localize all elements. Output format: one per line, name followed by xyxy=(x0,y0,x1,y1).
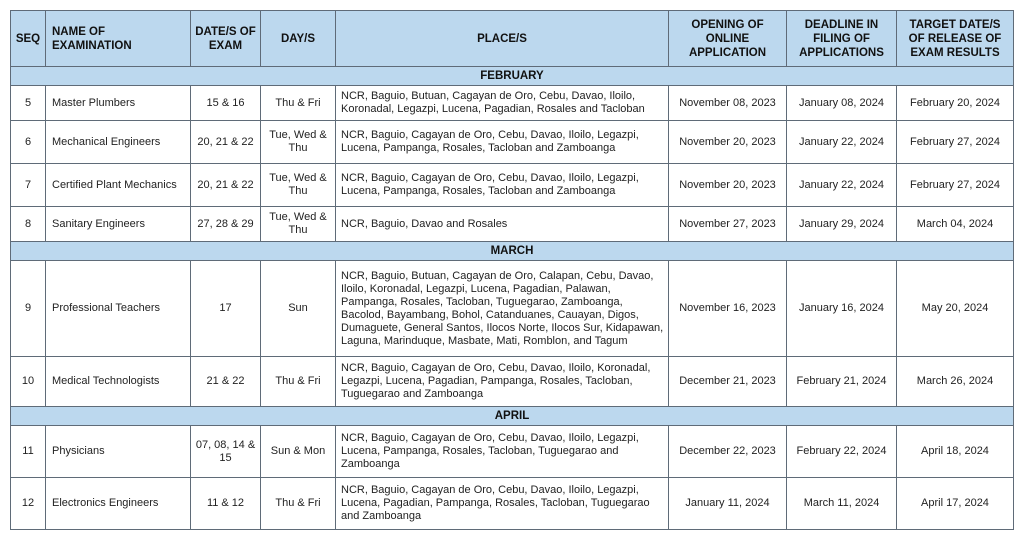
cell-deadline-date: March 11, 2024 xyxy=(787,478,897,530)
cell-release-date: May 20, 2024 xyxy=(897,261,1014,357)
header-places: PLACE/S xyxy=(336,11,669,67)
cell-exam-dates: 21 & 22 xyxy=(191,357,261,407)
cell-opening-date: November 16, 2023 xyxy=(669,261,787,357)
table-row xyxy=(11,261,1014,357)
cell-opening-date: November 20, 2023 xyxy=(669,121,787,164)
cell-exam-dates: 17 xyxy=(191,261,261,357)
cell-deadline-date: January 16, 2024 xyxy=(787,261,897,357)
cell-seq: 12 xyxy=(11,478,46,530)
cell-release-date: March 26, 2024 xyxy=(897,357,1014,407)
month-row xyxy=(11,242,1014,261)
cell-seq: 8 xyxy=(11,207,46,242)
cell-release-date: February 27, 2024 xyxy=(897,164,1014,207)
cell-places: NCR, Baguio, Cagayan de Oro, Cebu, Davao, Iloilo, Legazpi, Lucena, Pampanga, Rosales, Tacloban and Zamboanga xyxy=(336,164,669,207)
cell-exam-days: Thu & Fri xyxy=(261,478,336,530)
cell-places: NCR, Baguio, Butuan, Cagayan de Oro, Calapan, Cebu, Davao, Iloilo, Koronadal, Legazpi, Lucena, Pagadian, Palawan, Pampanga, Rosales, Tacloban, Tuguegarao, Zamboanga, Bacolod, Bayambang, Bohol, Catanduanes, Cauayan, Digos, Dumaguete, General Santos, Ilocos Norte, Ilocos Sur, Kidapawan, Laguna, Marinduque, Masbate, Mati, Romblon, and Tagum xyxy=(336,261,669,357)
cell-exam-dates: 07, 08, 14 & 15 xyxy=(191,426,261,478)
cell-opening-date: November 08, 2023 xyxy=(669,86,787,121)
cell-opening-date: January 11, 2024 xyxy=(669,478,787,530)
cell-exam-days: Sun xyxy=(261,261,336,357)
header-days: DAY/S xyxy=(261,11,336,67)
cell-exam-name: Electronics Engineers xyxy=(46,478,191,530)
cell-deadline-date: January 08, 2024 xyxy=(787,86,897,121)
cell-deadline-date: February 21, 2024 xyxy=(787,357,897,407)
header-opening: OPENING OF ONLINE APPLICATION xyxy=(669,11,787,67)
cell-seq: 7 xyxy=(11,164,46,207)
cell-exam-name: Medical Technologists xyxy=(46,357,191,407)
cell-seq: 11 xyxy=(11,426,46,478)
month-label: MARCH xyxy=(11,242,1014,261)
cell-deadline-date: January 22, 2024 xyxy=(787,164,897,207)
cell-deadline-date: January 22, 2024 xyxy=(787,121,897,164)
table-row xyxy=(11,478,1014,530)
cell-places: NCR, Baguio, Cagayan de Oro, Cebu, Davao, Iloilo, Legazpi, Lucena, Pagadian, Pampanga, Rosales, Tacloban, Tuguegarao and Zamboanga xyxy=(336,478,669,530)
header-name: NAME OF EXAMINATION xyxy=(46,11,191,67)
cell-exam-days: Thu & Fri xyxy=(261,86,336,121)
cell-seq: 5 xyxy=(11,86,46,121)
header-deadline: DEADLINE IN FILING OF APPLICATIONS xyxy=(787,11,897,67)
cell-exam-name: Sanitary Engineers xyxy=(46,207,191,242)
cell-exam-name: Physicians xyxy=(46,426,191,478)
cell-deadline-date: February 22, 2024 xyxy=(787,426,897,478)
cell-exam-dates: 20, 21 & 22 xyxy=(191,121,261,164)
cell-opening-date: December 22, 2023 xyxy=(669,426,787,478)
month-label: FEBRUARY xyxy=(11,67,1014,86)
table-row xyxy=(11,86,1014,121)
cell-release-date: April 18, 2024 xyxy=(897,426,1014,478)
cell-places: NCR, Baguio, Cagayan de Oro, Cebu, Davao, Iloilo, Legazpi, Lucena, Pampanga, Rosales, Tacloban, Tuguegarao and Zamboanga xyxy=(336,426,669,478)
cell-exam-dates: 20, 21 & 22 xyxy=(191,164,261,207)
table-row xyxy=(11,164,1014,207)
table-row xyxy=(11,357,1014,407)
month-label: APRIL xyxy=(11,407,1014,426)
cell-exam-days: Thu & Fri xyxy=(261,357,336,407)
cell-exam-days: Tue, Wed & Thu xyxy=(261,207,336,242)
cell-places: NCR, Baguio, Butuan, Cagayan de Oro, Cebu, Davao, Iloilo, Koronadal, Legazpi, Lucena, Pagadian, Rosales and Tacloban xyxy=(336,86,669,121)
cell-seq: 9 xyxy=(11,261,46,357)
table-row xyxy=(11,207,1014,242)
cell-release-date: February 20, 2024 xyxy=(897,86,1014,121)
cell-exam-name: Certified Plant Mechanics xyxy=(46,164,191,207)
cell-places: NCR, Baguio, Davao and Rosales xyxy=(336,207,669,242)
cell-places: NCR, Baguio, Cagayan de Oro, Cebu, Davao, Iloilo, Koronadal, Legazpi, Lucena, Pagadian, Pampanga, Rosales, Tacloban, Tuguegarao and Zamboanga xyxy=(336,357,669,407)
cell-opening-date: November 20, 2023 xyxy=(669,164,787,207)
cell-release-date: March 04, 2024 xyxy=(897,207,1014,242)
cell-exam-days: Tue, Wed & Thu xyxy=(261,164,336,207)
cell-exam-dates: 27, 28 & 29 xyxy=(191,207,261,242)
cell-seq: 6 xyxy=(11,121,46,164)
cell-exam-dates: 15 & 16 xyxy=(191,86,261,121)
cell-places: NCR, Baguio, Cagayan de Oro, Cebu, Davao, Iloilo, Legazpi, Lucena, Pampanga, Rosales, Tacloban and Zamboanga xyxy=(336,121,669,164)
cell-exam-dates: 11 & 12 xyxy=(191,478,261,530)
cell-deadline-date: January 29, 2024 xyxy=(787,207,897,242)
header-seq: SEQ xyxy=(11,11,46,67)
cell-release-date: April 17, 2024 xyxy=(897,478,1014,530)
cell-opening-date: December 21, 2023 xyxy=(669,357,787,407)
header-target: TARGET DATE/S OF RELEASE OF EXAM RESULTS xyxy=(897,11,1014,67)
cell-opening-date: November 27, 2023 xyxy=(669,207,787,242)
exam-schedule-table xyxy=(10,10,1014,530)
cell-exam-name: Master Plumbers xyxy=(46,86,191,121)
cell-release-date: February 27, 2024 xyxy=(897,121,1014,164)
cell-exam-name: Professional Teachers xyxy=(46,261,191,357)
table-header xyxy=(11,11,1014,67)
header-row xyxy=(11,11,1014,67)
cell-exam-name: Mechanical Engineers xyxy=(46,121,191,164)
table-body xyxy=(11,67,1014,530)
cell-seq: 10 xyxy=(11,357,46,407)
cell-exam-days: Sun & Mon xyxy=(261,426,336,478)
header-dates: DATE/S OF EXAM xyxy=(191,11,261,67)
table-row xyxy=(11,121,1014,164)
table-row xyxy=(11,426,1014,478)
month-row xyxy=(11,67,1014,86)
month-row xyxy=(11,407,1014,426)
cell-exam-days: Tue, Wed & Thu xyxy=(261,121,336,164)
